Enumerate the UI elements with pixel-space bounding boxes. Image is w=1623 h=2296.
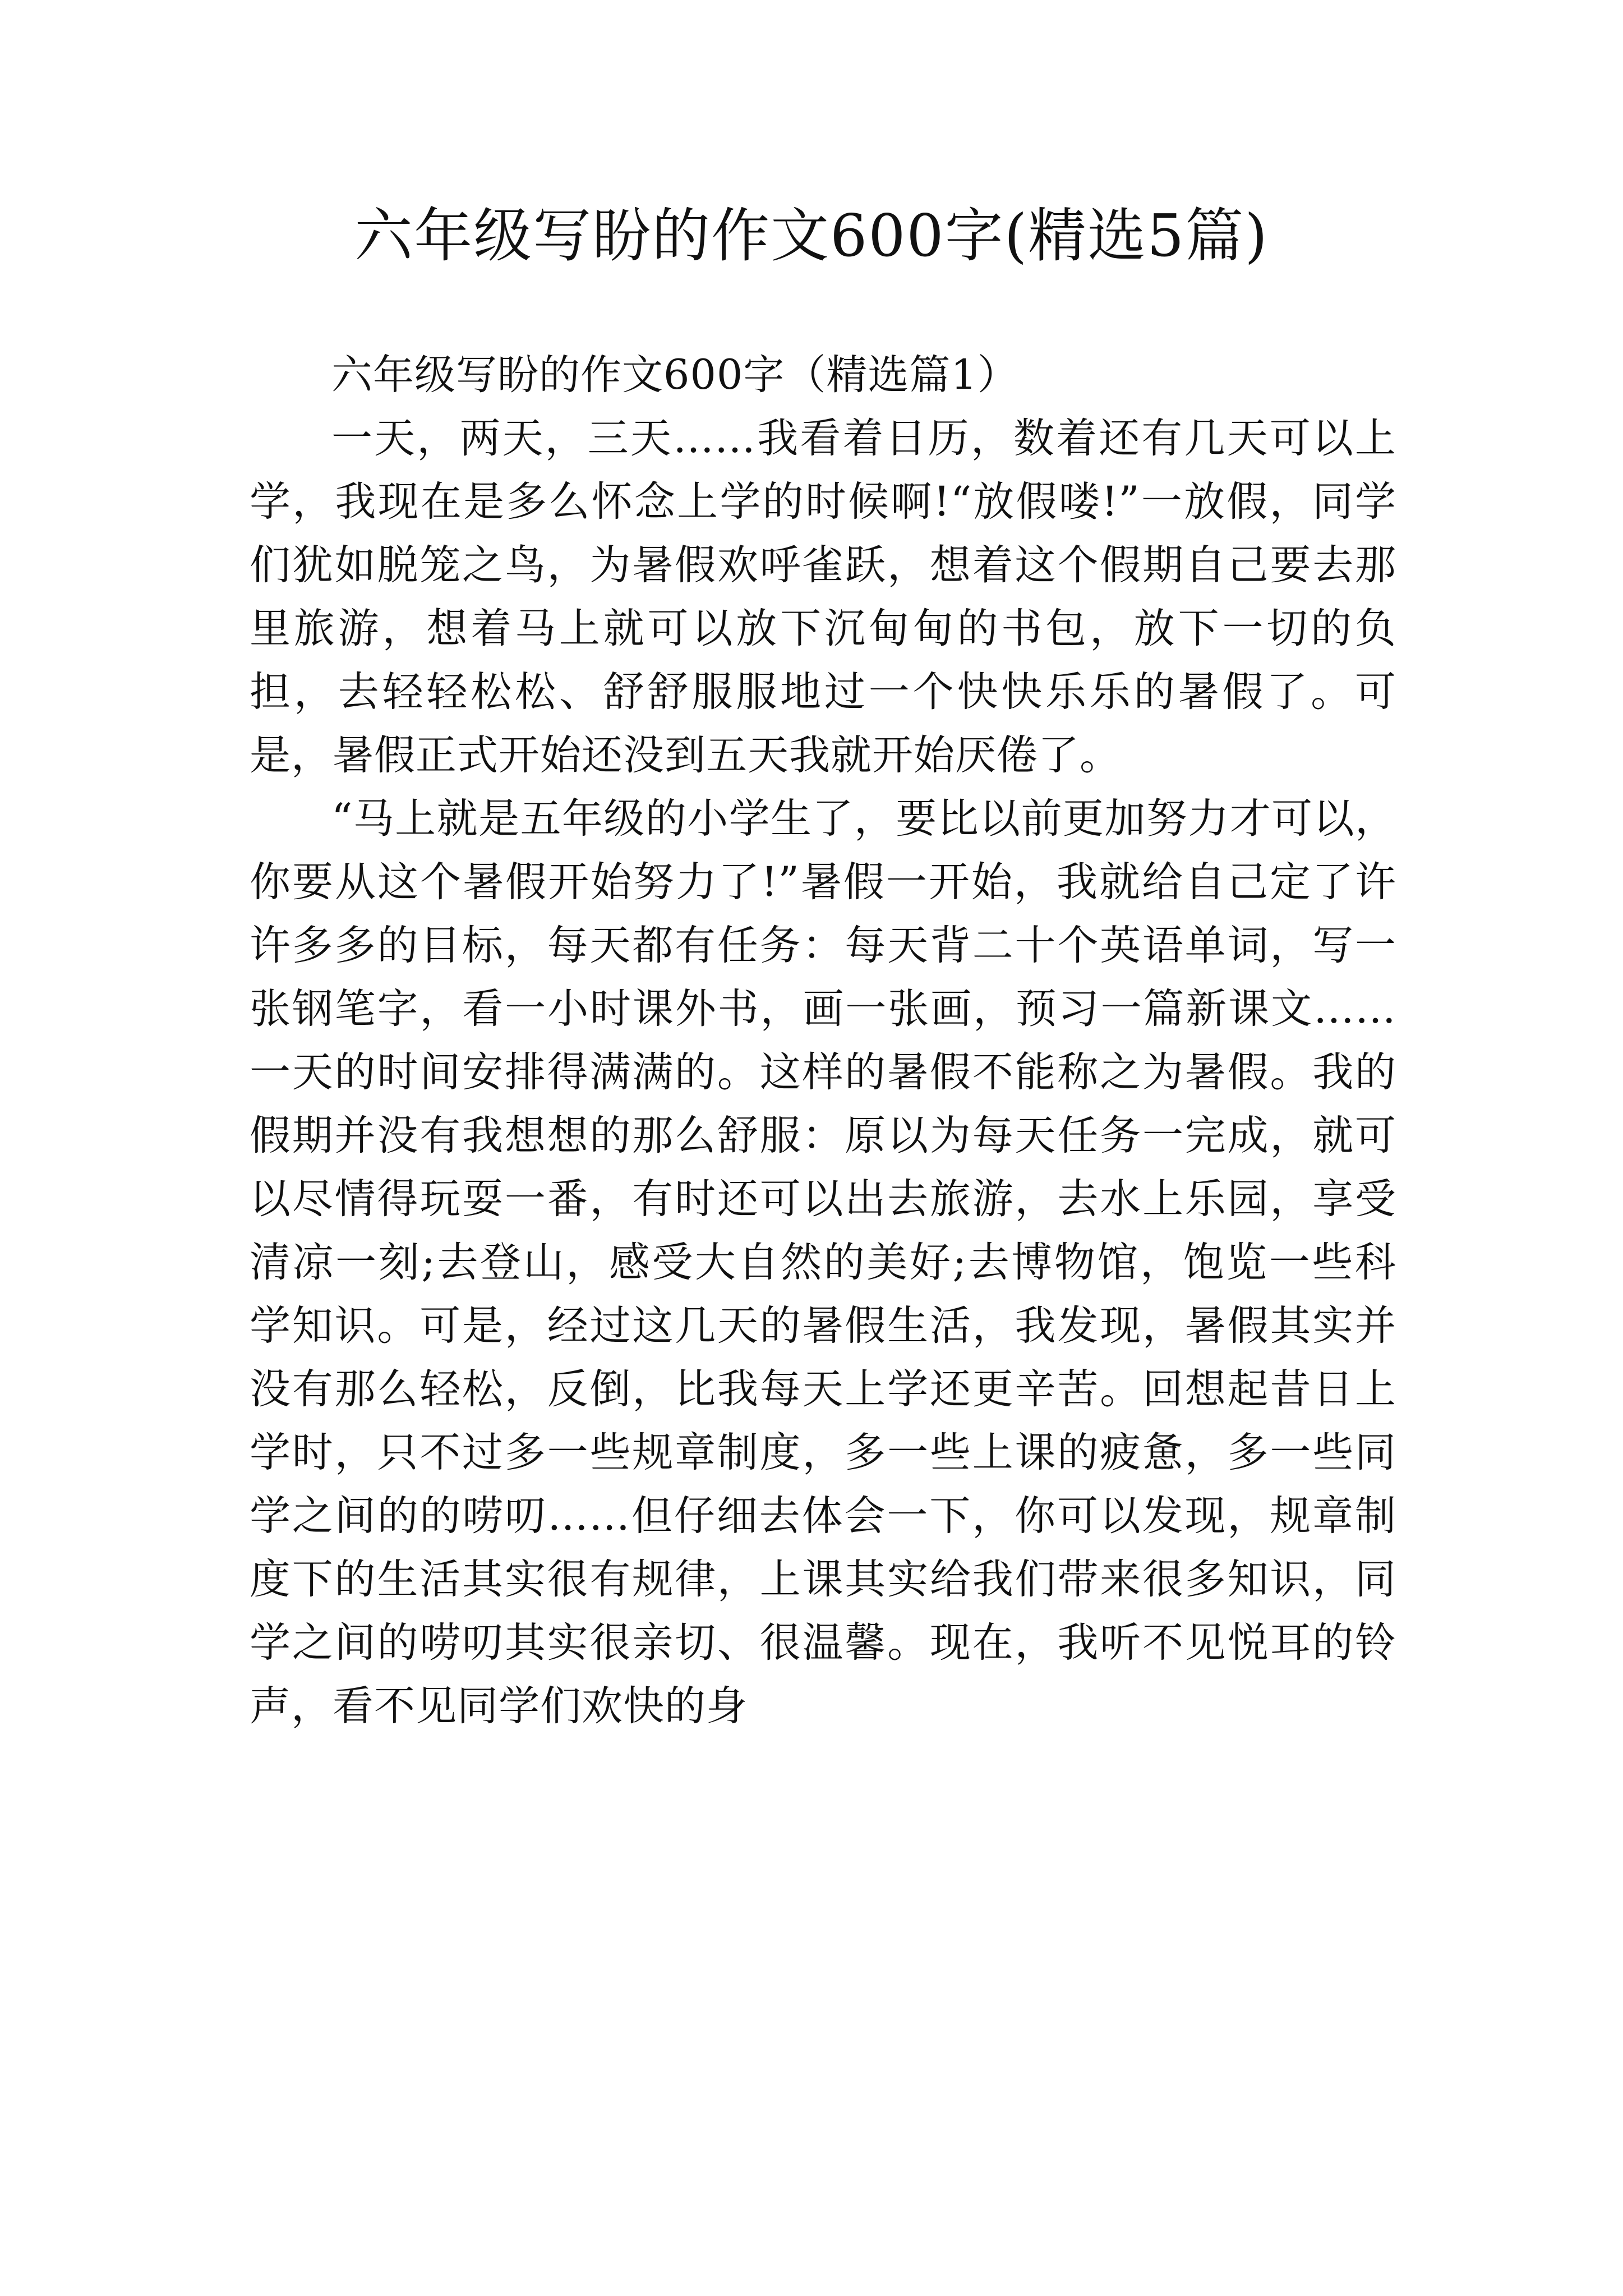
- section-heading: 六年级写盼的作文600字（精选篇1）: [331, 351, 1019, 399]
- document-body: [250, 343, 1396, 1738]
- paragraph-1: 一天，两天，三天……我看着日历，数着还有几天可以上学，我现在是多么怀念上学的时候啊!“放假喽!”一放假，同学们犹如脱笼之鸟，为暑假欢呼雀跃，想着这个假期自己要去那里旅游，想着马上就可以放下沉甸甸的书包，放下一切的负担，去轻轻松松、舒舒服服地过一个快快乐乐的暑假了。可是，暑假正式开始还没到五天我就开始厌倦了。: [250, 415, 1396, 779]
- paragraph-2: “马上就是五年级的小学生了，要比以前更加努力才可以，你要从这个暑假开始努力了!”暑假一开始，我就给自己定了许许多多的目标，每天都有任务：每天背二十个英语单词，写一张钢笔字，看一小时课外书，画一张画，预习一篇新课文……一天的时间安排得满满的。这样的暑假不能称之为暑假。我的假期并没有我想想的那么舒服：原以为每天任务一完成，就可以尽情得玩耍一番，有时还可以出去旅游，去水上乐园，享受清凉一刻;去登山，感受大自然的美好;去博物馆，饱览一些科学知识。可是，经过这几天的暑假生活，我发现，暑假其实并没有那么轻松，反倒，比我每天上学还更辛苦。回想起昔日上学时，只不过多一些规章制度，多一些上课的疲惫，多一些同学之间的的唠叨……但仔细去体会一下，你可以发现，规章制度下的生活其实很有规律，上课其实给我们带来很多知识，同学之间的唠叨其实很亲切、很温馨。现在，我听不见悦耳的铃声，看不见同学们欢快的身: [250, 795, 1396, 1730]
- document-title: 六年级写盼的作文600字(精选5篇): [354, 201, 1269, 270]
